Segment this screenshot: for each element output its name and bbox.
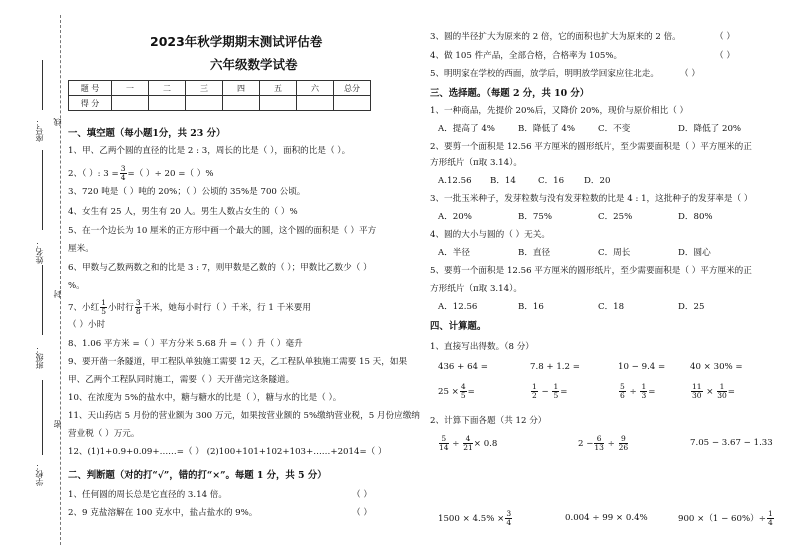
judge-4: 4、做 105 件产品，全部合格，合格率为 105%。 (430, 51, 623, 61)
question-10: 10、在浓度为 5%的盐水中，糖与糖水的比是（ ），糖与水的比是（ ）。 (68, 393, 342, 403)
fraction: $\frac{6}{13}$ (594, 434, 604, 452)
score-input-cell[interactable] (112, 96, 149, 111)
judge-5: 5、明明家在学校的西面，放学后，明明放学回家应往北走。 (430, 69, 659, 79)
question-7-line-2: （ ）小时 (68, 320, 106, 330)
choice-3-option-a[interactable]: A．20% (438, 212, 472, 222)
q2-part-b: =（ ）÷ 20 =（ ）% (127, 169, 214, 179)
judge-5-paren[interactable]: （ ） (680, 69, 700, 79)
choice-2-line-1: 2、要剪一个面积是 12.56 平方厘米的圆形纸片，至少需要面积是（ ）平方厘米的正 (430, 142, 752, 152)
score-input-cell[interactable] (186, 96, 223, 111)
choice-4-option-b[interactable]: B．直径 (518, 248, 551, 258)
fraction: $\frac{1}{5}$ (553, 382, 559, 400)
fraction: $\frac{1}{2}$ (532, 382, 537, 400)
choice-3: 3、一批玉米种子，发芽粒数与没有发芽粒数的比是 4 : 1，这批种子的发芽率是（ ） (430, 194, 753, 204)
fraction: $\frac{3}{8}$ (135, 298, 141, 316)
choice-2-option-a[interactable]: A.12.56 (438, 176, 472, 186)
margin-seat-label: 座号： (35, 118, 44, 142)
q7-part-a: 7、小红 (68, 303, 100, 313)
question-11-line-1: 11、天山药店 5 月份的营业额为 300 万元，如果按营业额的 5%缴纳营业税，5 月份应缴纳 (68, 411, 420, 421)
score-cell: 二 (149, 81, 186, 96)
judge-3: 3、圆的半径扩大为原来的 2 倍，它的面积也扩大为原来的 2 倍。 (430, 32, 681, 42)
judge-1-paren[interactable]: （ ） (352, 490, 372, 500)
calc-expr-5: 0.004 ÷ 99 × 0.4% (565, 513, 648, 523)
question-12: 12、(1)1+0.9+0.09+……=（ ） (2)100+101+102+103+……+2014=（ ） (68, 447, 387, 457)
question-9-line-2: 甲、乙两个工程队同时施工，需要（ ）天开凿完这条隧道。 (68, 375, 295, 385)
score-cell: 三 (186, 81, 223, 96)
section-3-title: 三、选择题。（每题 2 分，共 10 分） (430, 88, 590, 99)
margin-class-line (42, 265, 43, 335)
direct-calc-1: 436 + 64 = (438, 362, 488, 372)
fraction: $\frac{1}{30}$ (717, 382, 727, 400)
fraction: $\frac{3}{4}$ (120, 164, 126, 182)
margin-school-line (42, 380, 43, 455)
margin-seat-line (42, 60, 43, 110)
score-cell: 题 号 (69, 81, 112, 96)
score-cell: 得 分 (69, 96, 112, 111)
judge-1: 1、任何圆的周长总是它直径的 3.14 倍。 (68, 490, 227, 500)
direct-calc-7: $\frac{5}{6}$ ÷ $\frac{1}{3}$ = (620, 382, 656, 400)
score-cell: 四 (223, 81, 260, 96)
question-9-line-1: 9、要开凿一条隧道，甲工程队单独施工需要 12 天，乙工程队单独施工需要 15 天，如果 (68, 357, 408, 367)
choice-2-option-b[interactable]: B．14 (490, 176, 516, 186)
direct-calc-6: $\frac{1}{2}$ − $\frac{1}{5}$ = (532, 382, 568, 400)
choice-4: 4、圆的大小与圆的（ ）无关。 (430, 230, 550, 240)
fraction: $\frac{5}{6}$ (620, 382, 625, 400)
direct-calc-5: 25 × $\frac{4}{5}$ = (438, 382, 475, 400)
question-1: 1、甲、乙两个圆的直径的比是 2 : 3，周长的比是（ ），面积的比是（ ）。 (68, 146, 351, 156)
choice-1-option-d[interactable]: D．降低了 20% (678, 124, 742, 134)
score-input-cell[interactable] (297, 96, 334, 111)
section-2-title: 二、判断题（对的打“√”，错的打“×”。每题 1 分，共 5 分） (68, 470, 327, 481)
margin-xian: 线 (53, 118, 62, 126)
fraction: $\frac{1}{3}$ (641, 382, 647, 400)
judge-4-paren[interactable]: （ ） (715, 51, 735, 61)
choice-1-option-c[interactable]: C．不变 (598, 124, 631, 134)
question-6-line-1: 6、甲数与乙数两数之和的比是 3 : 7，则甲数是乙数的（ ）；甲数比乙数少（ ） (68, 263, 372, 273)
exam-title: 2023年秋学期期末测试评估卷 (150, 34, 323, 49)
score-table (68, 80, 371, 111)
choice-1: 1、一种商品，先提价 20%后，又降价 20%，现价与原价相比（ ） (430, 106, 689, 116)
choice-5-option-b[interactable]: B．16 (518, 302, 544, 312)
judge-2-paren[interactable]: （ ） (352, 508, 372, 518)
q7-part-c: 千米，她每小时行（ ）千米，行 1 千米要用 (142, 303, 311, 313)
margin-name-line (42, 150, 43, 230)
choice-4-option-d[interactable]: D．圆心 (678, 248, 711, 258)
calc-expr-3: 7.05 − 3.67 − 1.33 (690, 438, 773, 448)
exam-subtitle: 六年级数学试卷 (210, 57, 298, 72)
choice-2-line-2: 方形纸片（π取 3.14）。 (430, 158, 522, 168)
margin-feng: 封 (53, 290, 62, 298)
margin-school-label: 学校： (35, 462, 44, 486)
sub-section-2: 2、计算下面各题（共 12 分） (430, 416, 547, 426)
score-table-header-row (69, 81, 371, 96)
question-3: 3、720 吨是（ ）吨的 20%；（ ）公顷的 35%是 700 公顷。 (68, 187, 306, 197)
fraction: $\frac{11}{30}$ (692, 382, 702, 400)
fraction: $\frac{1}{5}$ (101, 298, 107, 316)
question-6-line-2: %。 (68, 281, 85, 291)
choice-3-option-c[interactable]: C．25% (598, 212, 633, 222)
calc-expr-2: 2 − $\frac{6}{13}$ ÷ $\frac{9}{26}$ (578, 434, 629, 452)
choice-3-option-d[interactable]: D．80% (678, 212, 713, 222)
score-cell: 总分 (334, 81, 371, 96)
question-5-line-2: 厘米。 (68, 244, 94, 254)
fraction: $\frac{3}{4}$ (506, 509, 512, 527)
choice-2-option-d[interactable]: D．20 (584, 176, 611, 186)
question-2 (68, 165, 214, 182)
score-input-cell[interactable] (334, 96, 371, 111)
choice-5-option-d[interactable]: D．25 (678, 302, 705, 312)
choice-2-option-c[interactable]: C．16 (538, 176, 565, 186)
q7-part-b: 小时行 (108, 303, 134, 313)
score-cell: 一 (112, 81, 149, 96)
fraction: $\frac{9}{26}$ (618, 434, 629, 452)
choice-5-option-c[interactable]: C．18 (598, 302, 625, 312)
calc-expr-6: 900 ×（1 − 60%）÷ $\frac{1}{4}$ (678, 509, 773, 527)
sub-section-1: 1、直接写出得数。（8 分） (430, 342, 534, 352)
fraction: $\frac{5}{14}$ (439, 434, 449, 452)
fraction: $\frac{4}{5}$ (460, 382, 466, 400)
choice-4-option-a[interactable]: A．半径 (438, 248, 470, 258)
direct-calc-2: 7.8 + 1.2 = (530, 362, 580, 372)
calc-expr-1: $\frac{5}{14}$ ÷ $\frac{4}{21}$ × 0.8 (439, 434, 498, 452)
score-input-cell[interactable] (260, 96, 297, 111)
question-7-line-1 (68, 299, 311, 316)
score-input-cell[interactable] (149, 96, 186, 111)
judge-2: 2、9 克盐溶解在 100 克水中，盐占盐水的 9%。 (68, 508, 258, 518)
margin-class-label: 班级： (35, 345, 44, 369)
q2-part-a: 2、（ ）: 3 = (68, 169, 119, 179)
calc-expr-4: 1500 × 4.5% × $\frac{3}{4}$ (438, 509, 512, 527)
question-4: 4、女生有 25 人，男生有 20 人。男生人数占女生的（ ）% (68, 207, 298, 217)
direct-calc-3: 10 − 9.4 = (618, 362, 666, 372)
score-table-score-row (69, 96, 371, 111)
direct-calc-4: 40 × 30% = (690, 362, 743, 372)
choice-5-line-1: 5、要剪一个面积是 12.56 平方厘米的圆形纸片，至少需要面积是（ ）平方厘米的正 (430, 266, 752, 276)
fraction: $\frac{1}{4}$ (767, 509, 773, 527)
margin-mi: 密 (53, 420, 62, 428)
section-4-title: 四、计算题。 (430, 321, 487, 332)
choice-1-option-b[interactable]: B．降低了 4% (518, 124, 576, 134)
choice-5-option-a[interactable]: A．12.56 (438, 302, 478, 312)
choice-4-option-c[interactable]: C．周长 (598, 248, 631, 258)
score-cell: 五 (260, 81, 297, 96)
fraction: $\frac{4}{21}$ (463, 434, 473, 452)
score-input-cell[interactable] (223, 96, 260, 111)
score-cell: 六 (297, 81, 334, 96)
question-11-line-2: 营业税（ ）万元。 (68, 429, 140, 439)
judge-3-paren[interactable]: （ ） (715, 32, 735, 42)
question-5-line-1: 5、在一个边长为 10 厘米的正方形中画一个最大的圆，这个圆的面积是（ ）平方 (68, 226, 377, 236)
binding-dashed-line (60, 15, 61, 545)
question-8: 8、1.06 平方米 =（ ）平方分米 5.68 升 =（ ）升（ ）毫升 (68, 339, 303, 349)
section-1-title: 一、填空题（每小题1分，共 23 分） (68, 128, 226, 139)
margin-name-label: 姓名： (35, 240, 44, 264)
choice-1-option-a[interactable]: A．提高了 4% (438, 124, 495, 134)
choice-3-option-b[interactable]: B．75% (518, 212, 553, 222)
direct-calc-8: $\frac{11}{30}$ × $\frac{1}{30}$ = (692, 382, 735, 400)
choice-5-line-2: 方形纸片（π取 3.14）。 (430, 284, 522, 294)
